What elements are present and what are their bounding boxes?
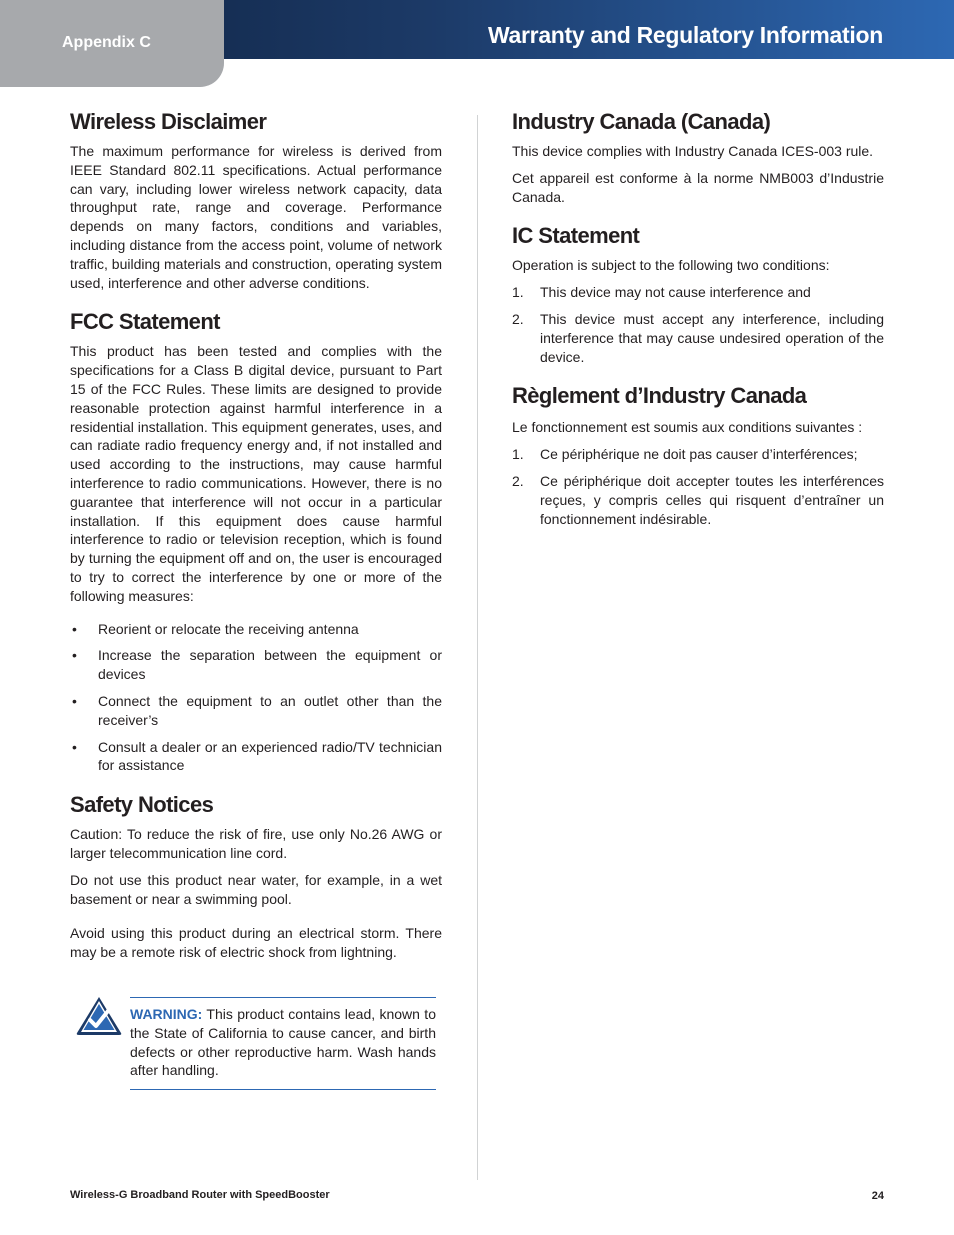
list-item: 1. Ce périphérique ne doit pas causer d’interférences; <box>512 446 858 463</box>
fcc-statement-heading: FCC Statement <box>70 309 220 335</box>
safety-notices-heading: Safety Notices <box>70 792 214 818</box>
list-item: • Connect the equipment to an outlet other than the receiver’s <box>72 692 442 728</box>
checkmark-badge-icon <box>76 996 122 1036</box>
page-title: Warranty and Regulatory Information <box>487 22 883 48</box>
right-column <box>512 108 884 536</box>
list-item: • Reorient or relocate the receiving antenna <box>72 620 359 637</box>
ic-statement-intro: Operation is subject to the following two conditions: <box>512 257 830 274</box>
warning-text <box>130 1005 436 1080</box>
list-item: 2. Ce périphérique doit accepter toutes les interférences reçues, y compris celles qui risquent d’entraîner un fonctionnement indésirable. <box>512 472 884 527</box>
warning-label: WARNING: <box>130 1006 203 1022</box>
wireless-disclaimer-text: The maximum performance for wireless is derived from IEEE Standard 802.11 specifications. Actual performance can vary, including lower wireless network capacity, data throughput rate, range and coverage. Performance depends on many factors, conditions and variables, including distance from the access point, volume of network traffic, building materials and construction, operating system used, interference and other adverse conditions. <box>70 143 442 291</box>
warning-notice <box>130 997 436 1090</box>
reglement-heading: Règlement d’Industry Canada <box>512 383 807 409</box>
reglement-intro: Le fonctionnement est soumis aux conditions suivantes : <box>512 419 863 436</box>
industry-canada-french-text: Cet appareil est conforme à la norme NMB003 d’Industrie Canada. <box>512 169 884 205</box>
industry-canada-heading: Industry Canada (Canada) <box>512 109 771 134</box>
appendix-label: Appendix C <box>62 34 151 51</box>
column-divider <box>477 115 478 1180</box>
ic-statement-heading: IC Statement <box>512 223 640 249</box>
list-item: • Increase the separation between the equipment or devices <box>72 647 442 683</box>
safety-water-text: Do not use this product near water, for example, in a wet basement or near a swimming pool. <box>70 871 442 907</box>
reglement-conditions-list <box>512 445 884 528</box>
list-item: • Consult a dealer or an experienced radio/TV technician for assistance <box>72 738 442 774</box>
page-number: 24 <box>871 1190 884 1202</box>
list-item: 1. This device may not cause interference and <box>512 284 811 301</box>
fcc-measures-list <box>70 620 442 776</box>
ic-conditions-list <box>512 283 884 366</box>
left-column <box>70 108 442 970</box>
fcc-statement-text: This product has been tested and complies with the specifications for a Class B digital device, pursuant to Part 15 of the FCC Rules. These limits are designed to provide reasonable protection against harmful interference in a residential installation. This equipment generates, uses, and can radiate radio frequency energy and, if not installed and used according to the instructions, may cause harmful interference to radio communications. However, there is no guarantee that interference will not occur in a particular installation. If this equipment does cause harmful interference to radio or television reception, which is found by turning the equipment off and on, the user is encouraged to try to correct the interference by one or more of the following measures: <box>70 343 442 604</box>
industry-canada-english-text: This device complies with Industry Canada ICES-003 rule. <box>512 143 874 159</box>
wireless-disclaimer-heading: Wireless Disclaimer <box>70 109 267 134</box>
safety-caution-text: Caution: To reduce the risk of fire, use only No.26 AWG or larger telecommunication line cord. <box>70 826 442 861</box>
safety-storm-text: Avoid using this product during an electrical storm. There may be a remote risk of electric shock from lightning. <box>70 925 442 961</box>
list-item: 2. This device must accept any interference, including interference that may cause undesired operation of the device. <box>512 310 884 365</box>
warning-body: This product contains lead, known to the State of California to cause cancer, and birth defects or other reproductive harm. Wash hands after handling. <box>130 1006 436 1079</box>
footer-product-name: Wireless-G Broadband Router with SpeedBooster <box>70 1189 330 1201</box>
